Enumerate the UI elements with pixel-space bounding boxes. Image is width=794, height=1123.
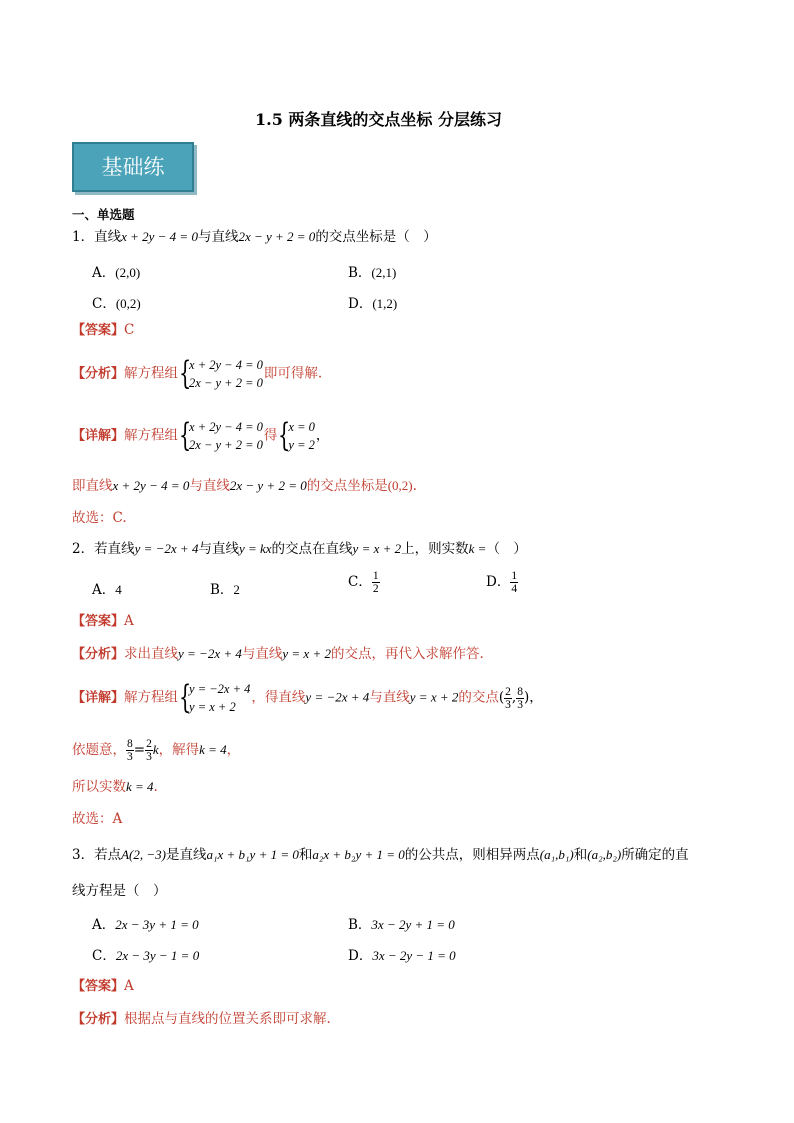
q1-conclusion: 即直线x + 2y − 4 = 0与直线2x − y + 2 = 0的交点坐标是(0,2). [72,478,417,494]
q1-option-b: B．(2,1) [348,265,397,281]
question-3-stem: 3．若点A(2, −3)是直线a₁x + b₁y + 1 = 0和a₂x + b₂y + 1 = 0的公共点，则相异两点(a₁,b₁)和(a₂,b₂)所确定的直 [72,847,689,863]
q2-result: 所以实数k = 4. [72,779,158,795]
q2-work: 依题意， $\frac{8}{3}$ = $\frac{2}{3}$ k，解得k = 4， [72,738,241,763]
q2-option-b: B．2 [210,582,240,598]
q2-choose: 故选：A [72,811,123,827]
q1-option-a: A．(2,0) [92,265,141,281]
equation: x + 2y − 4 = 0 [121,229,198,244]
q3-option-d: D．3x − 2y − 1 = 0 [348,948,456,964]
q1-choose: 故选：C. [72,510,127,526]
q2-detail: 【详解】解方程组 { y = −2x + 4 y = x + 2 ，得直线y = −2x + 4与直线y = x + 2的交点( $\frac{2}{3}$ , $\frac{8}{3}$ )， [72,678,543,716]
question-number: 3． [72,847,95,863]
q1-detail: 【详解】解方程组 { x + 2y − 4 = 0 2x − y + 2 = 0 得 { x = 0 y = 2 ， [72,416,330,454]
q1-option-c: C．(0,2) [92,296,141,312]
q1-answer: 【答案】C [72,322,135,338]
q2-analysis: 【分析】求出直线y = −2x + 4与直线y = x + 2的交点，再代入求解作答. [72,646,484,662]
q3-option-a: A．2x − 3y + 1 = 0 [92,917,199,933]
q2-answer: 【答案】A [72,613,134,629]
question-number: 1． [72,229,95,245]
question-3-stem-cont: 线方程是（ ） [72,883,167,899]
question-number: 2． [72,541,95,557]
section-heading: 一、单选题 [72,207,135,222]
question-2-stem: 2．若直线y = −2x + 4与直线y = kx的交点在直线y = x + 2上，则实数k =（ ） [72,541,527,557]
equation-system: { y = −2x + 4 y = x + 2 [179,678,251,716]
q2-option-a: A．4 [92,582,122,598]
equation-system: { x + 2y − 4 = 0 2x − y + 2 = 0 [179,354,263,392]
q3-option-c: C．2x − 3y − 1 = 0 [92,948,200,964]
q1-option-d: D．(1,2) [348,296,398,312]
q3-answer: 【答案】A [72,978,134,994]
question-1-stem: 1．直线x + 2y − 4 = 0与直线2x − y + 2 = 0的交点坐标是（ ） [72,229,437,245]
equation-system: { x + 2y − 4 = 0 2x − y + 2 = 0 [179,416,263,454]
solution-system: { x = 0 y = 2 [278,416,315,454]
q3-option-b: B．3x − 2y + 1 = 0 [348,917,455,933]
q1-analysis: 【分析】解方程组 { x + 2y − 4 = 0 2x − y + 2 = 0 即可得解. [72,354,323,392]
equation: 2x − y + 2 = 0 [238,229,316,244]
q2-option-c: C． $\frac{1}{2}$ [348,570,379,595]
banner-label: 基础练 [101,155,165,179]
page-title: 1.5 两条直线的交点坐标 分层练习 [255,110,502,129]
q3-analysis: 【分析】根据点与直线的位置关系即可求解. [72,1011,331,1027]
q2-option-d: D． $\frac{1}{4}$ [486,570,518,595]
section-banner [72,142,194,192]
